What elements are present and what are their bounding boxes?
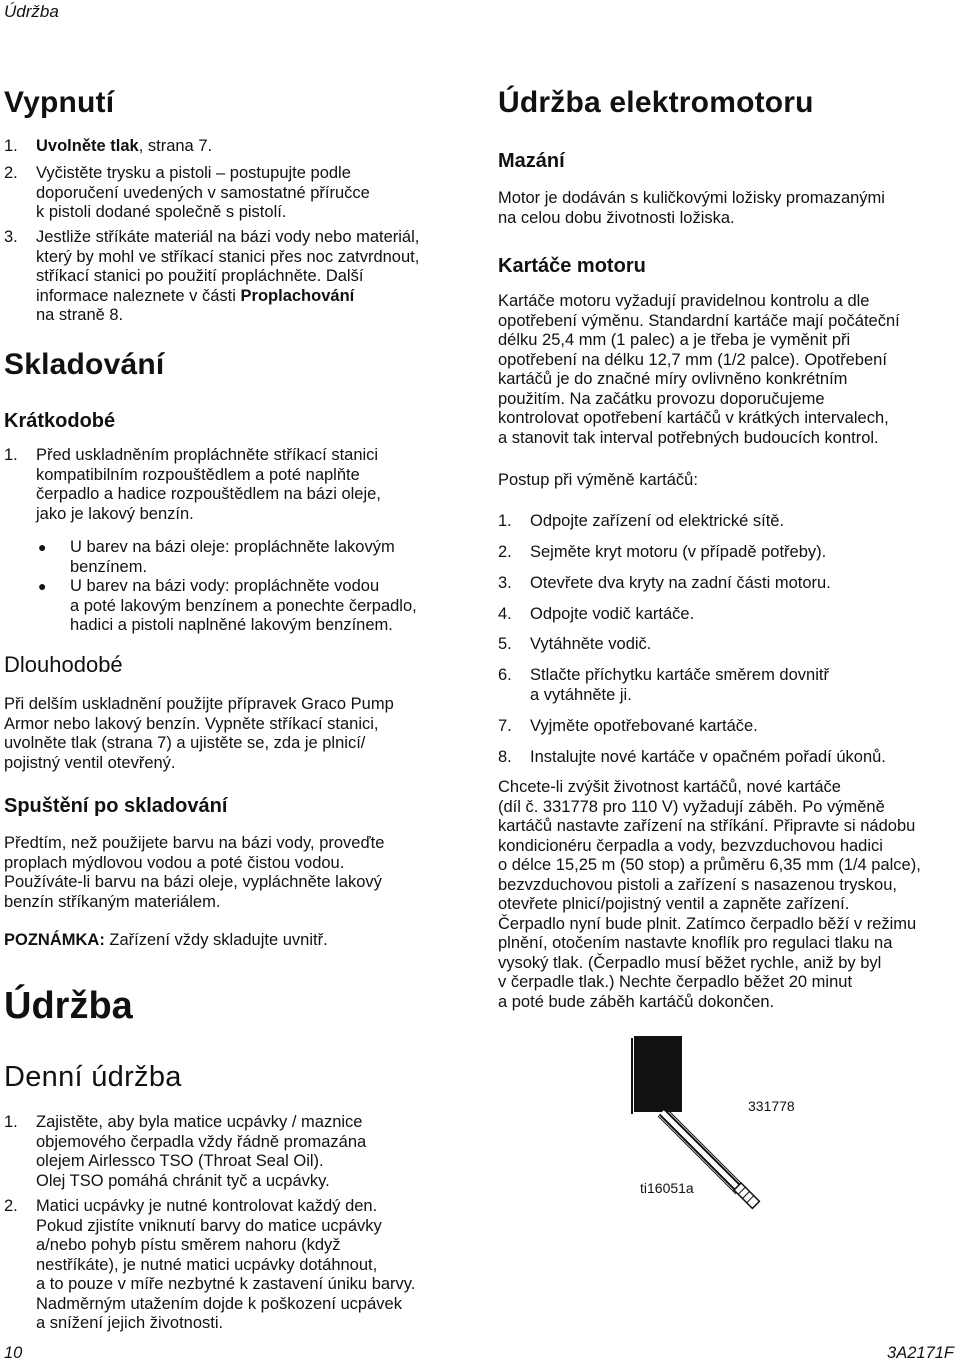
list-item: 4. Odpojte vodič kartáče. [498,605,695,623]
subsection-title-kartace: Kartáče motoru [498,255,646,277]
list-item: 5. Vytáhněte vodič. [498,635,652,653]
figure-id-label: ti16051a [640,1180,694,1196]
brush-terminal [734,1183,759,1208]
list-item: 1. Uvolněte tlak, strana 7. [4,137,213,155]
postup-label: Postup při výměně kartáčů: [498,471,698,489]
bullet-item: ● U barev na bázi oleje: propláchněte lakovým benzínem. [38,538,395,576]
note: POZNÁMKA: Zařízení vždy skladujte uvnitř. [4,931,328,949]
section-title-elektromotor: Údržba elektromotoru [498,86,814,119]
paragraph-mazani: Motor je dodáván s kuličkovými ložisky promazanými na celou dobu životnosti ložiska. [498,189,885,227]
brush-carbon-block [634,1036,682,1112]
subsection-title-spusteni: Spuštění po skladování [4,795,228,817]
paragraph-kartace: Kartáče motoru vyžadují pravidelnou kontrolu a dle opotřebení výměnu. Standardní kartáče mají počáteční délku 25,4 mm (1 palec) a je třeba je vyměnit při opotřebení na délku 12,7 mm (1/2 palce). Opotřebení kartáčů je do značné míry ovlivněno konkrétním použitím. Na začátku provozu doporučujeme kontrolovat opotřebení kartáčů v krátkých intervalech, a stanovit tak interval potřebných budoucích kontrol. [498,292,900,447]
paragraph-zabeh: Chcete-li zvýšit životnost kartáčů, nové kartáče (díl č. 331778 pro 110 V) vyžadují záběh. Po výměně kartáčů nastavte zařízení na stříkání. Připravte si nádobu kondicionéru čerpadla a vody, bezvzduchovou hadici o délce 15,25 m (50 stop) a průměru 6,35 mm (1/4 palce), bezvzduchovou pistoli a zařízení s nasazenou tryskou, otevřete plnicí/pojistný ventil a zapněte zařízení. Čerpadlo nyní bude plnit. Zatímco čerpadlo běží v režimu plnění, otočením nastavte knoflík pro regulaci tlaku na vysoký tlak. (Čerpadlo musí běžet rychle, aniž by byl v čerpadle tlak.) Nechte čerpadlo běžet 20 minut a poté bude záběh kartáčů dokončen. [498,778,921,1011]
document-code: 3A2171F [887,1344,954,1362]
list-item: 1. Zajistěte, aby byla matice ucpávky / maznice objemového čerpadla vždy řádně promazána olejem Airlessco TSO (Throat Seal Oil). Olej TSO pomáhá chránit tyč a ucpávky. [4,1113,367,1190]
section-title-udrzba: Údržba [4,985,133,1027]
part-number-label: 331778 [748,1098,795,1114]
paragraph-dlouhodobe: Při delším uskladnění použijte přípravek Graco Pump Armor nebo lakový benzín. Vypněte stříkací stanici, uvolněte tlak (strana 7) a ujistěte se, zda je plnicí/ pojistný ventil otevřený. [4,695,394,772]
bullet-icon: ● [38,578,47,594]
subsection-title-kratkodobe: Krátkodobé [4,410,116,432]
list-item: 2. Sejměte kryt motoru (v případě potřeby). [498,543,827,561]
section-title-skladovani: Skladování [4,348,165,381]
list-item: 6. Stlačte příchytku kartáče směrem dovnitř a vytáhněte ji. [498,666,829,704]
list-item: 2. Vyčistěte trysku a pistoli – postupujte podle doporučení uvedených v samostatné příručce k pistoli dodané společně s pistolí. [4,164,370,221]
list-item: 1. Odpojte zařízení od elektrické sítě. [498,512,785,530]
list-item: 3. Jestliže stříkáte materiál na bázi vody nebo materiál, který by mohl ve stříkací stanici přes noc zatvrdnout, stříkací stanici po použití propláchněte. Další informace naleznete v části Proplachování na straně 8. [4,228,420,324]
bullet-item: ● U barev na bázi vody: propláchněte vodou a poté lakovým benzínem a ponechte čerpadlo, hadici a pistoli naplněné lakovým benzínem. [38,577,417,634]
list-item: 2. Matici ucpávky je nutné kontrolovat každý den. Pokud zjistíte vniknutí barvy do matice ucpávky a/nebo pohyb pístu směrem nahoru (když nestříkáte), je nutné matici ucpávky dotáhnout, a to pouze v míře nezbytné k zastavení úniku barvy. Nadměrným utažením dojde k poškození ucpávek a snížení jejich životnosti. [4,1197,416,1332]
subsection-title-denni: Denní údržba [4,1061,182,1093]
subsection-title-mazani: Mazání [498,150,565,172]
section-title-vypnuti: Vypnutí [4,86,115,119]
list-item: 3. Otevřete dva kryty na zadní části motoru. [498,574,831,592]
list-item: 7. Vyjměte opotřebované kartáče. [498,717,758,735]
subsection-title-dlouhodobe: Dlouhodobé [4,652,123,677]
bullet-icon: ● [38,539,47,555]
list-item: 1. Před uskladněním propláchněte stříkací stanici kompatibilním rozpouštědlem a poté naplňte čerpadlo a hadice rozpouštědlem na bázi oleje, jako je lakový benzín. [4,446,381,523]
list-item: 8. Instalujte nové kartáče v opačném pořadí úkonů. [498,748,886,766]
running-head: Údržba [4,2,59,21]
note-label: POZNÁMKA: [4,931,105,949]
page-number: 10 [4,1344,23,1362]
paragraph-spusteni: Předtím, než použijete barvu na bázi vody, proveďte proplach mýdlovou vodou a poté čistou vodou. Používáte-li barvu na bázi oleje, vypláchněte lakový benzín stříkaným materiálem. [4,834,385,911]
